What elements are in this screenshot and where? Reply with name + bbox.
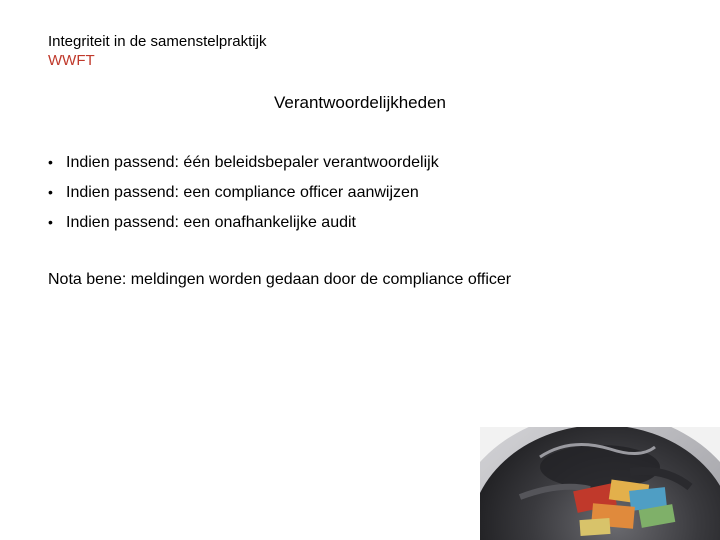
list-item (48, 152, 439, 172)
list-item (48, 182, 439, 202)
bullet-dot: • (48, 154, 53, 170)
section-heading (0, 93, 720, 113)
list-item-text: Indien passend: één beleidsbepaler verantwoordelijk (66, 154, 439, 171)
section-heading-text: Verantwoordelijkheden (273, 93, 446, 112)
bullet-list (48, 152, 439, 242)
bullet-dot: • (48, 214, 53, 230)
list-item (48, 212, 439, 232)
bullet-dot: • (48, 184, 53, 200)
list-item-text: Indien passend: een onafhankelijke audit (66, 214, 356, 231)
note-text: Nota bene: meldingen worden gedaan door de compliance officer (48, 271, 512, 288)
washing-machine-money-photo (480, 427, 720, 540)
list-item-text: Indien passend: een compliance officer aanwijzen (66, 184, 419, 201)
header-title: Integriteit in de samenstelpraktijk (48, 33, 267, 50)
header-subtitle: WWFT (48, 52, 95, 69)
